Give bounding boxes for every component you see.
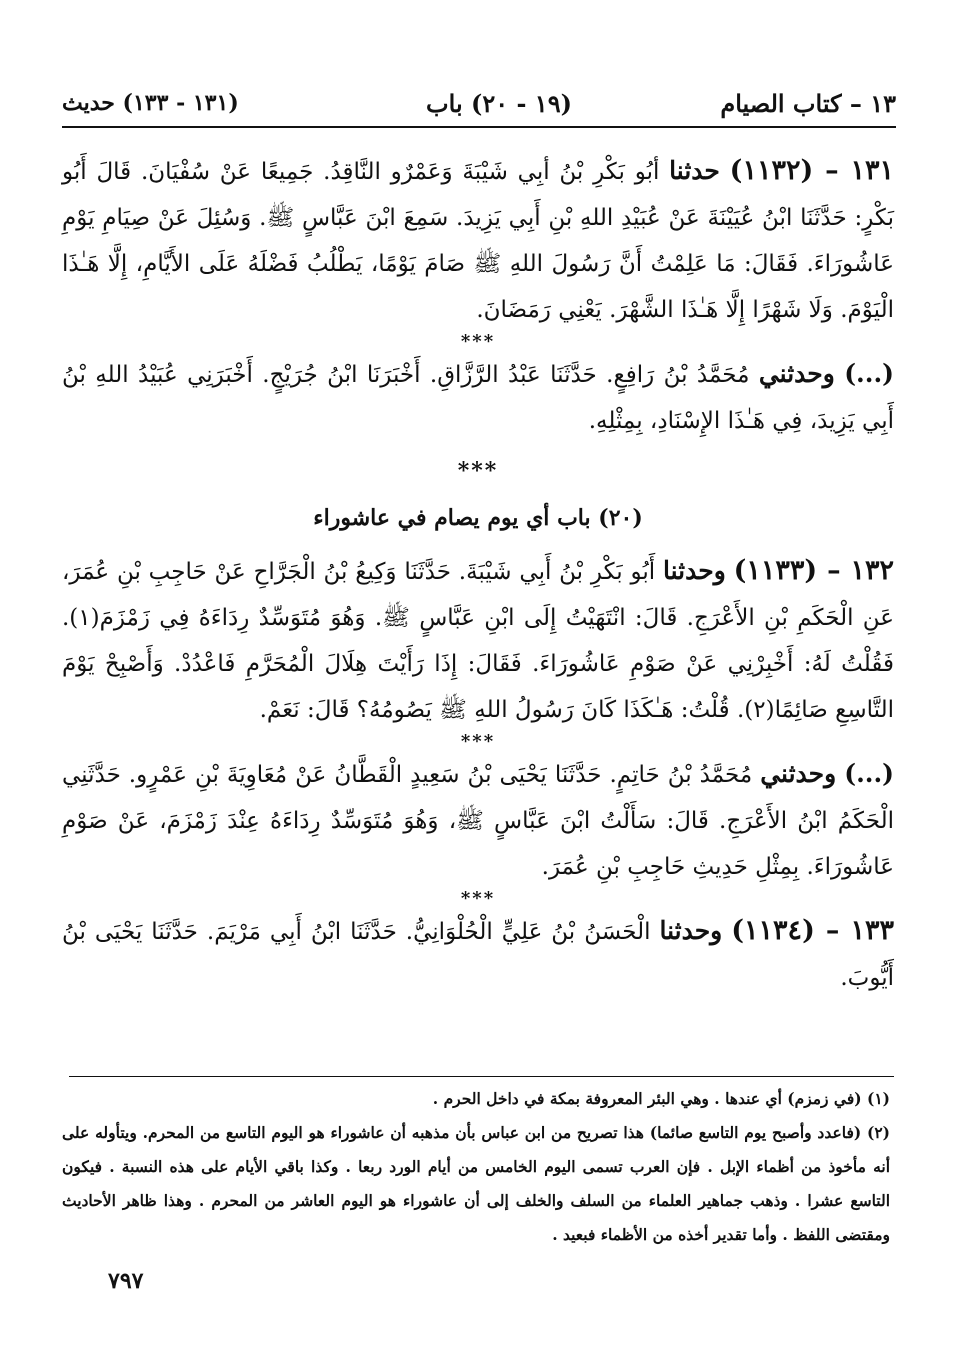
hadith-132 [62,548,894,733]
footnote-2: (٢) (فاعدد وأصبح يوم التاسع صائما) هذا تصريح من ابن عباس بأن مذهبه أن عاشوراء هو اليوم التاسع من المحرم. ويتأوله على أنه مأخوذ من أظماء الإبل . فإن العرب تسمى اليوم الخامس من أيام الورد ربعا . وكذا باقي الأيام على هذه النسبة . فيكون التاسع عشرا . وذهب جماهير العلماء من السلف والخلف إلى أن عاشوراء هو اليوم العاشر من المحرم . وهذا ظاهر الأحاديث ومقتضى اللفظ . وأما تقدير أخذه من الأظماء فبعيد . [62,1123,890,1244]
main-text [62,148,894,1001]
hadith-131-variant [62,351,894,444]
chapter-heading: (٢٠) باب أي يوم يصام في عاشوراء [313,505,643,531]
hadith-number: ١٣١ – (١١٣٢) [729,155,895,186]
hadith-text: مُحَمَّدُ بْنُ رَافِعٍ. حَدَّثَنَا عَبْدُ الرَّزَّاقِ. أَخْبَرَنَا ابْنُ جُرَيْجٍ. أَخْبَرَنِي عُبَيْدُ اللهِ بْنُ أَبِي يَزِيدَ، فِي هَـٰذَا الإِسْنَادِ، بِمِثْلِهِ. [62,362,894,434]
header-hadith-range: (١٣١ - ١٣٣) حديث [62,90,239,116]
section-stars: *** [460,331,496,352]
page-number: ٧٩٧ [108,1268,144,1294]
haddathana-keyword: وحدثني [760,759,837,788]
hadith-text: أَبُو بَكْرِ بْنُ أَبِي شَيْبَةَ. حَدَّثَنَا وَكِيعُ بْنُ الْجَرَّاحِ عَنْ حَاجِبِ بْنِ عُمَرَ، عَنِ الْحَكَمِ بْنِ الأَعْرَجِ. قَالَ: انْتَهَيْتُ إِلَى ابْنِ عَبَّاسٍ ﷺ. وَهُوَ مُتَوَسِّدٌ رِدَاءَهُ فِي زَمْزَمَ(١). فَقُلْتُ لَهُ: أَخْبِرْنِي عَنْ صَوْمِ عَاشُورَاءَ. فَقَالَ: إِذَا رَأَيْتَ هِلَالَ الْمُحَرَّمِ فَاعْدُدْ. وَأَصْبِحْ يَوْمَ التَّاسِعِ صَائِمًا(٢). قُلْتُ: هَـٰكَذَا كَانَ رَسُولُ اللهِ ﷺ يَصُومُهُ؟ قَالَ: نَعَمْ. [62,559,894,723]
footnote-1: (١) (في زمزم) أي عندها . وهي البئر المعروفة بمكة في داخل الحرم . [432,1089,890,1108]
haddathana-keyword: وحدثنا [659,916,723,945]
hadith-131 [62,148,894,333]
footnote-rule [69,1076,894,1077]
hadith-text: أبُو بَكْرِ بْنُ أبِي شَيْبَةَ وَعَمْرٌو النَّاقِدُ. جَمِيعًا عَنْ سُفْيَانَ. قَالَ أَبُو بَكْرٍ: حَدَّثَنَا ابْنُ عُيَيْنَةَ عَنْ عُبَيْدِ اللهِ بْنِ أَبِي يَزِيدَ. سَمِعَ ابْنَ عَبَّاسٍ ﷺ. وَسُئِلَ عَنْ صِيَامِ يَوْمِ عَاشُورَاءَ. فَقَالَ: مَا عَلِمْتُ أَنَّ رَسُولَ اللهِ ﷺ صَامَ يَوْمًا، يَطْلُبُ فَضْلَهُ عَلَى الأَيَّامِ، إِلَّا هَـٰذَا الْيَوْمَ. وَلَا شَهْرًا إِلَّا هَـٰذَا الشَّهْرَ. يَعْنِي رَمَضَانَ. [62,159,894,323]
footnotes [62,1082,890,1252]
hadith-number: ١٣٣ – (١١٣٤) [731,915,895,946]
hadith-text: الْحَسَنُ بْنُ عَلِيٍّ الْحُلْوَانِيُّ. حَدَّثَنَا ابْنُ أَبِي مَرْيَمَ. حَدَّثَنَا يَحْيَى بْنُ أَيُّوبَ. [62,919,894,991]
chapter-stars: *** [457,458,499,484]
header-chapter: ١٣ – كتاب الصيام [720,88,896,118]
hadith-132-variant [62,751,894,890]
hadith-number: ١٣٢ – (١١٣٣) [733,555,895,586]
hadith-number: (...) [844,359,894,388]
hadith-133 [62,908,894,1001]
header-bab: (١٩ - ٢٠) باب [426,88,572,118]
haddathana-keyword: حدثنا [669,156,720,185]
section-stars: *** [460,731,496,752]
haddathana-keyword: وحدثني [758,359,835,388]
section-stars: *** [460,888,496,909]
hadith-number: (...) [844,759,895,788]
header-rule [62,126,896,128]
hadith-text: مُحَمَّدُ بْنُ حَاتِمٍ. حَدَّثَنَا يَحْيَى بْنُ سَعِيدٍ الْقَطَّانُ عَنْ مُعَاوِيَةَ بْنِ عَمْرٍو. حَدَّثَنِي الْحَكَمُ ابْنُ الأَعْرَجِ. قَالَ: سَأَلْتُ ابْنَ عَبَّاسٍ ﷺ، وَهُوَ مُتَوَسِّدٌ رِدَاءَهُ عِنْدَ زَمْزَمَ، عَنْ صَوْمِ عَاشُورَاءَ. بِمِثْلِ حَدِيثِ حَاجِبِ بْنِ عُمَرَ. [62,762,894,880]
running-header [62,86,896,120]
haddathana-keyword: وحدثنا [663,556,726,585]
